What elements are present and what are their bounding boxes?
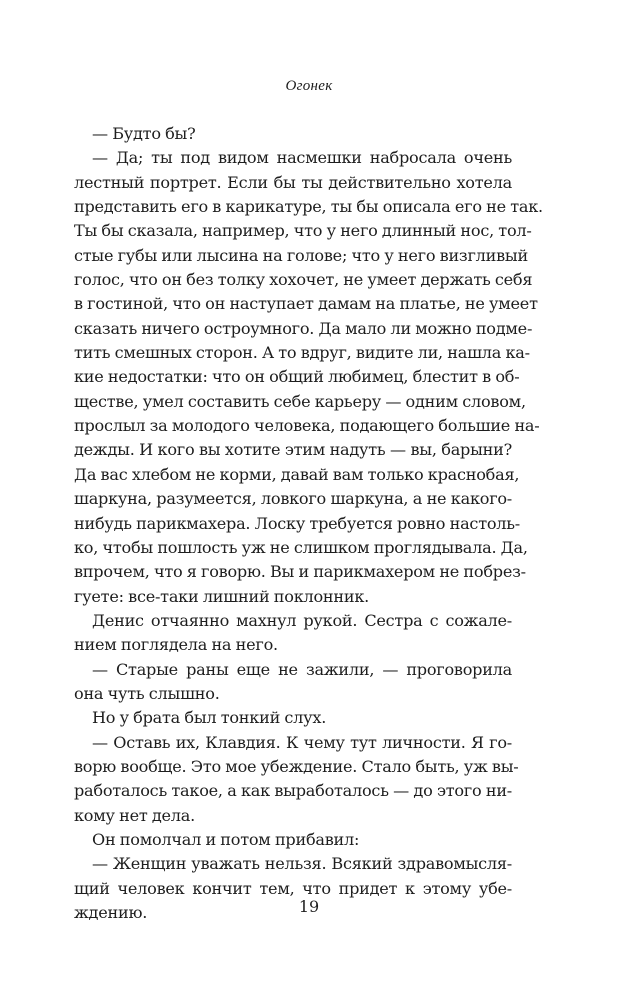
text-line: работалось такое, а как выработалось — до этого ни-	[74, 781, 512, 801]
text-line: — Будто бы?	[92, 124, 196, 143]
text-line: она чуть слышно.	[74, 683, 220, 703]
text-line: гуете: все-таки лишний поклонник.	[74, 586, 370, 606]
page-number: 19	[298, 897, 320, 916]
text-line: — Да; ты под видом насмешки набросала очень	[92, 148, 512, 168]
text-line: ко, чтобы пошлость уж не слишком проглядывала. Да,	[74, 537, 528, 557]
text-line: шаркуна, разумеется, ловкого шаркуна, а не какого-	[74, 489, 512, 509]
text-line: щий человек кончит тем, что придет к этому убе-	[74, 878, 512, 898]
text-line: Но у брата был тонкий слух.	[92, 708, 327, 728]
text-line: впрочем, что я говорю. Вы и парикмахером не побрез-	[74, 562, 526, 582]
text-line: Да вас хлебом не корми, давай вам только краснобая,	[74, 464, 520, 484]
text-line: голос, что он без толку хохочет, не умеет держать себя	[74, 270, 533, 290]
text-line: кие недостатки: что он общий любимец, блестит в об-	[74, 367, 520, 387]
text-line: дежды. И кого вы хотите этим надуть — вы, барыни?	[74, 440, 512, 460]
text-line: лестный портрет. Если бы ты действительно хотела	[74, 172, 512, 192]
text-line: — Женщин уважать нельзя. Всякий здравомысля-	[92, 854, 512, 874]
text-line: нием поглядела на него.	[74, 635, 278, 655]
text-line: — Старые раны еще не зажили, — проговорила	[92, 659, 512, 679]
text-line: прослыл за молодого человека, подающего большие на-	[74, 416, 540, 436]
text-line: Денис отчаянно махнул рукой. Сестра с сожале-	[92, 610, 512, 630]
text-line: сказать ничего остроумного. Да мало ли можно подме-	[74, 318, 533, 338]
text-line: ворю вообще. Это мое убеждение. Стало быть, уж вы-	[74, 756, 519, 776]
running-head: Огонек	[285, 78, 333, 94]
text-line: Он помолчал и потом прибавил:	[92, 829, 360, 849]
text-line: стые губы или лысина на голове; что у него визгливый	[74, 245, 528, 265]
text-line: кому нет дела.	[74, 805, 195, 825]
text-line: тить смешных сторон. А то вдруг, видите ли, нашла ка-	[74, 343, 530, 363]
text-line: ществе, умел составить себе карьеру — одним словом,	[74, 391, 526, 411]
text-line: — Оставь их, Клавдия. К чему тут личности. Я го-	[92, 732, 512, 752]
body-text	[74, 122, 543, 925]
text-line: Ты бы сказала, например, что у него длинный нос, тол-	[74, 221, 532, 241]
text-line: представить его в карикатуре, ты бы описала его не так.	[74, 197, 543, 217]
text-line: нибудь парикмахера. Лоску требуется ровно настоль-	[74, 513, 520, 533]
text-line: ждению.	[74, 903, 148, 922]
text-line: в гостиной, что он наступает дамам на платье, не умеет	[74, 294, 538, 314]
